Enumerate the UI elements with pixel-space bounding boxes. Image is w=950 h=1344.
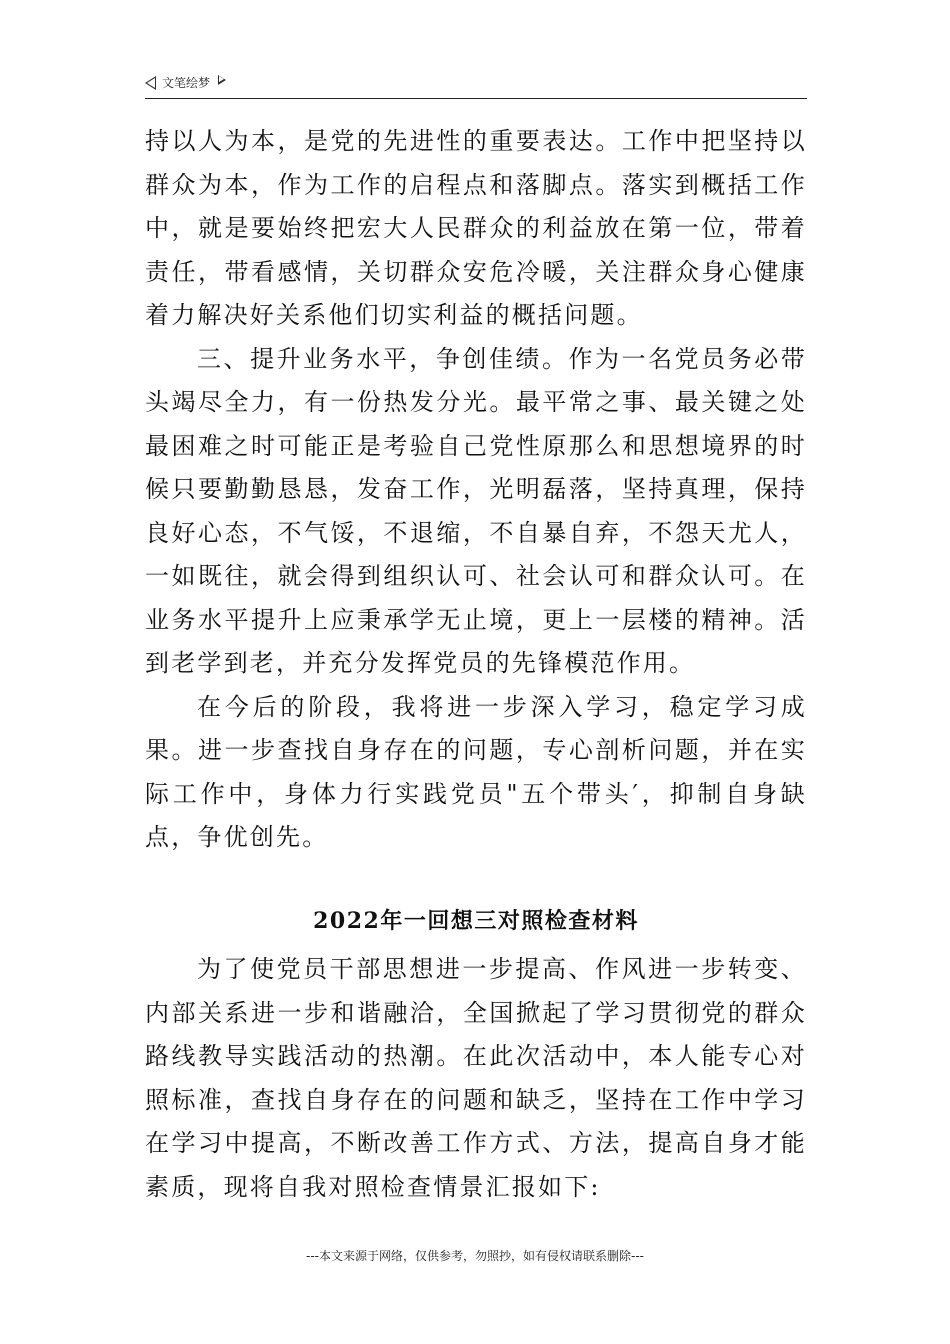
triangle-right-icon [218, 75, 226, 85]
body-text-bottom [145, 948, 807, 1209]
footer-notice: ---本文来源于网络，仅供参考，勿照抄，如有侵权请联系删除--- [306, 1249, 644, 1263]
paragraph-section-three: 三、提升业务水平，争创佳绩。作为一名党员务必带头竭尽全力，有一份热发分光。最平常之事、最关键之处最困难之时可能正是考验自己党性原那么和思想境界的时候只要勤勤恳恳，发奋工作，光明磊落，坚持真理，保持良好心态，不气馁，不退缩，不自暴自弃，不怨天尤人，一如既往，就会得到组织认可、社会认可和群众认可。在业务水平提升上应秉承学无止境，更上一层楼的精神。活到老学到老，并充分发挥党员的先锋模范作用。 [145, 344, 807, 677]
paragraph-future-plan: 在今后的阶段，我将进一步深入学习，稳定学习成果。进一步查找自身存在的问题，专心剖析问题，并在实际工作中，身体力行实践党员"五个带头′，抑制自身缺点，争优创先。 [145, 692, 807, 851]
document-title: 2022年一回想三对照检查材料 [313, 908, 639, 934]
header-brand-text: 文笔绘梦 [162, 76, 211, 90]
paragraph-continuation: 持以人为本，是党的先进性的重要表达。工作中把坚持以群众为本，作为工作的启程点和落脚点。落实到概括工作中，就是要始终把宏大人民群众的利益放在第一位，带着责任，带看感情，关切群众安危冷暖，关注群众身心健康着力解决好关系他们切实利益的概括问题。 [145, 127, 807, 329]
page-header [145, 70, 807, 99]
triangle-left-icon [145, 76, 156, 90]
header-brand [145, 74, 226, 91]
body-text-top [145, 120, 807, 860]
paragraph-intro: 为了使党员干部思想进一步提高、作风进一步转变、内部关系进一步和谐融洽，全国掀起了学习贯彻党的群众路线教导实践活动的热潮。在此次活动中，本人能专心对照标准，查找自身存在的问题和缺乏，坚持在工作中学习在学习中提高，不断改善工作方式、方法，提高自身才能素质，现将自我对照检查情景汇报如下: [145, 955, 807, 1201]
